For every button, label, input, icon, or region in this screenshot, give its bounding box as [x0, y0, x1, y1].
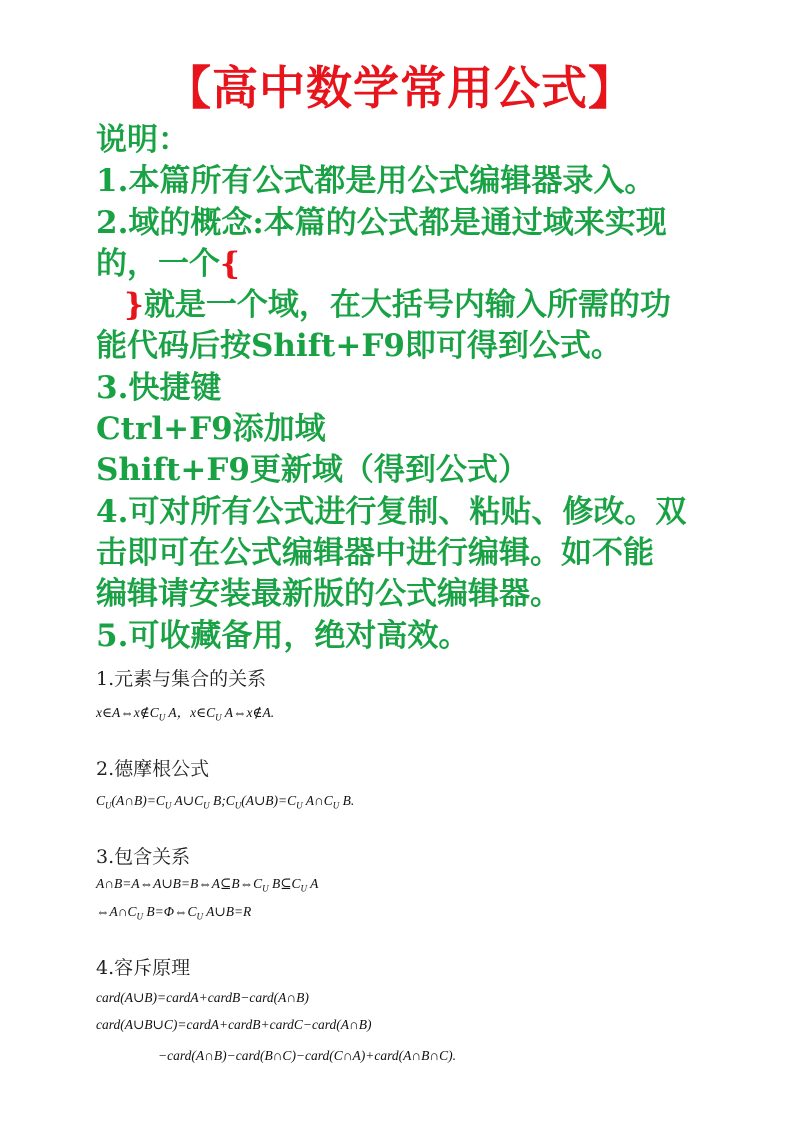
- intro-line: 说明：: [96, 122, 189, 158]
- open-brace: {: [220, 245, 240, 282]
- formula: $x\in A\Leftrightarrow x\notin C_U$ A，$x\in C_U$ A⇔x∉A.: [96, 705, 275, 723]
- intro-line: 能代码后按Shift+F9即可得到公式。: [96, 328, 622, 365]
- intro-line: 2.域的概念:本篇的公式都是通过域来实现: [96, 204, 667, 241]
- section-heading: 2.德摩根公式: [96, 758, 210, 780]
- intro-line: [96, 244, 716, 285]
- section-heading: 3.包含关系: [96, 846, 191, 868]
- intro-line: 编辑请安装最新版的公式编辑器。: [96, 576, 561, 613]
- section-heading: 1.元素与集合的关系: [96, 668, 267, 690]
- intro-line-text: 的，一个: [96, 245, 220, 282]
- intro-line-text: 就是一个域，在大括号内输入所需的功: [143, 287, 671, 324]
- close-brace: }: [124, 287, 144, 324]
- page-title: 【高中数学常用公式】: [165, 61, 635, 115]
- intro-line: 击即可在公式编辑器中进行编辑。如不能: [96, 534, 654, 571]
- intro-line: 1.本篇所有公式都是用公式编辑器录入。: [96, 163, 656, 200]
- intro-line: [96, 285, 716, 326]
- formula: −card(A∩B)−card(B∩C)−card(C∩A)+card(A∩B∩C).: [158, 1048, 456, 1063]
- intro-line: Shift+F9更新域（得到公式）: [96, 452, 529, 489]
- formula: $C_U(A\cap B)=C_U$ $A\cup C_U$ $B;C_U(A\cup B)=C_U$ $A\cap C_U$ B.: [96, 793, 355, 811]
- formula: $\Leftrightarrow A\cap C_U$ $B=\Phi\Leftrightarrow C_U$ A∪B=R: [96, 904, 252, 922]
- intro-line: 3.快捷键: [96, 369, 222, 406]
- section-heading: 4.容斥原理: [96, 957, 191, 979]
- formula: $A\cap B=A\Leftrightarrow A\cup B=B\Leftrightarrow A⊆B\Leftrightarrow C_U$ $B⊆C_U$ A: [96, 876, 319, 894]
- intro-block: [96, 120, 716, 657]
- intro-line: 5.可收藏备用，绝对高效。: [96, 617, 470, 654]
- formula: card(A∪B∪C)=cardA+cardB+cardC−card(A∩B): [96, 1017, 372, 1032]
- intro-line: 4.可对所有公式进行复制、粘贴、修改。双: [96, 493, 687, 530]
- intro-line: Ctrl+F9添加域: [96, 411, 326, 448]
- formula: card(A∪B)=cardA+cardB−card(A∩B): [96, 990, 309, 1005]
